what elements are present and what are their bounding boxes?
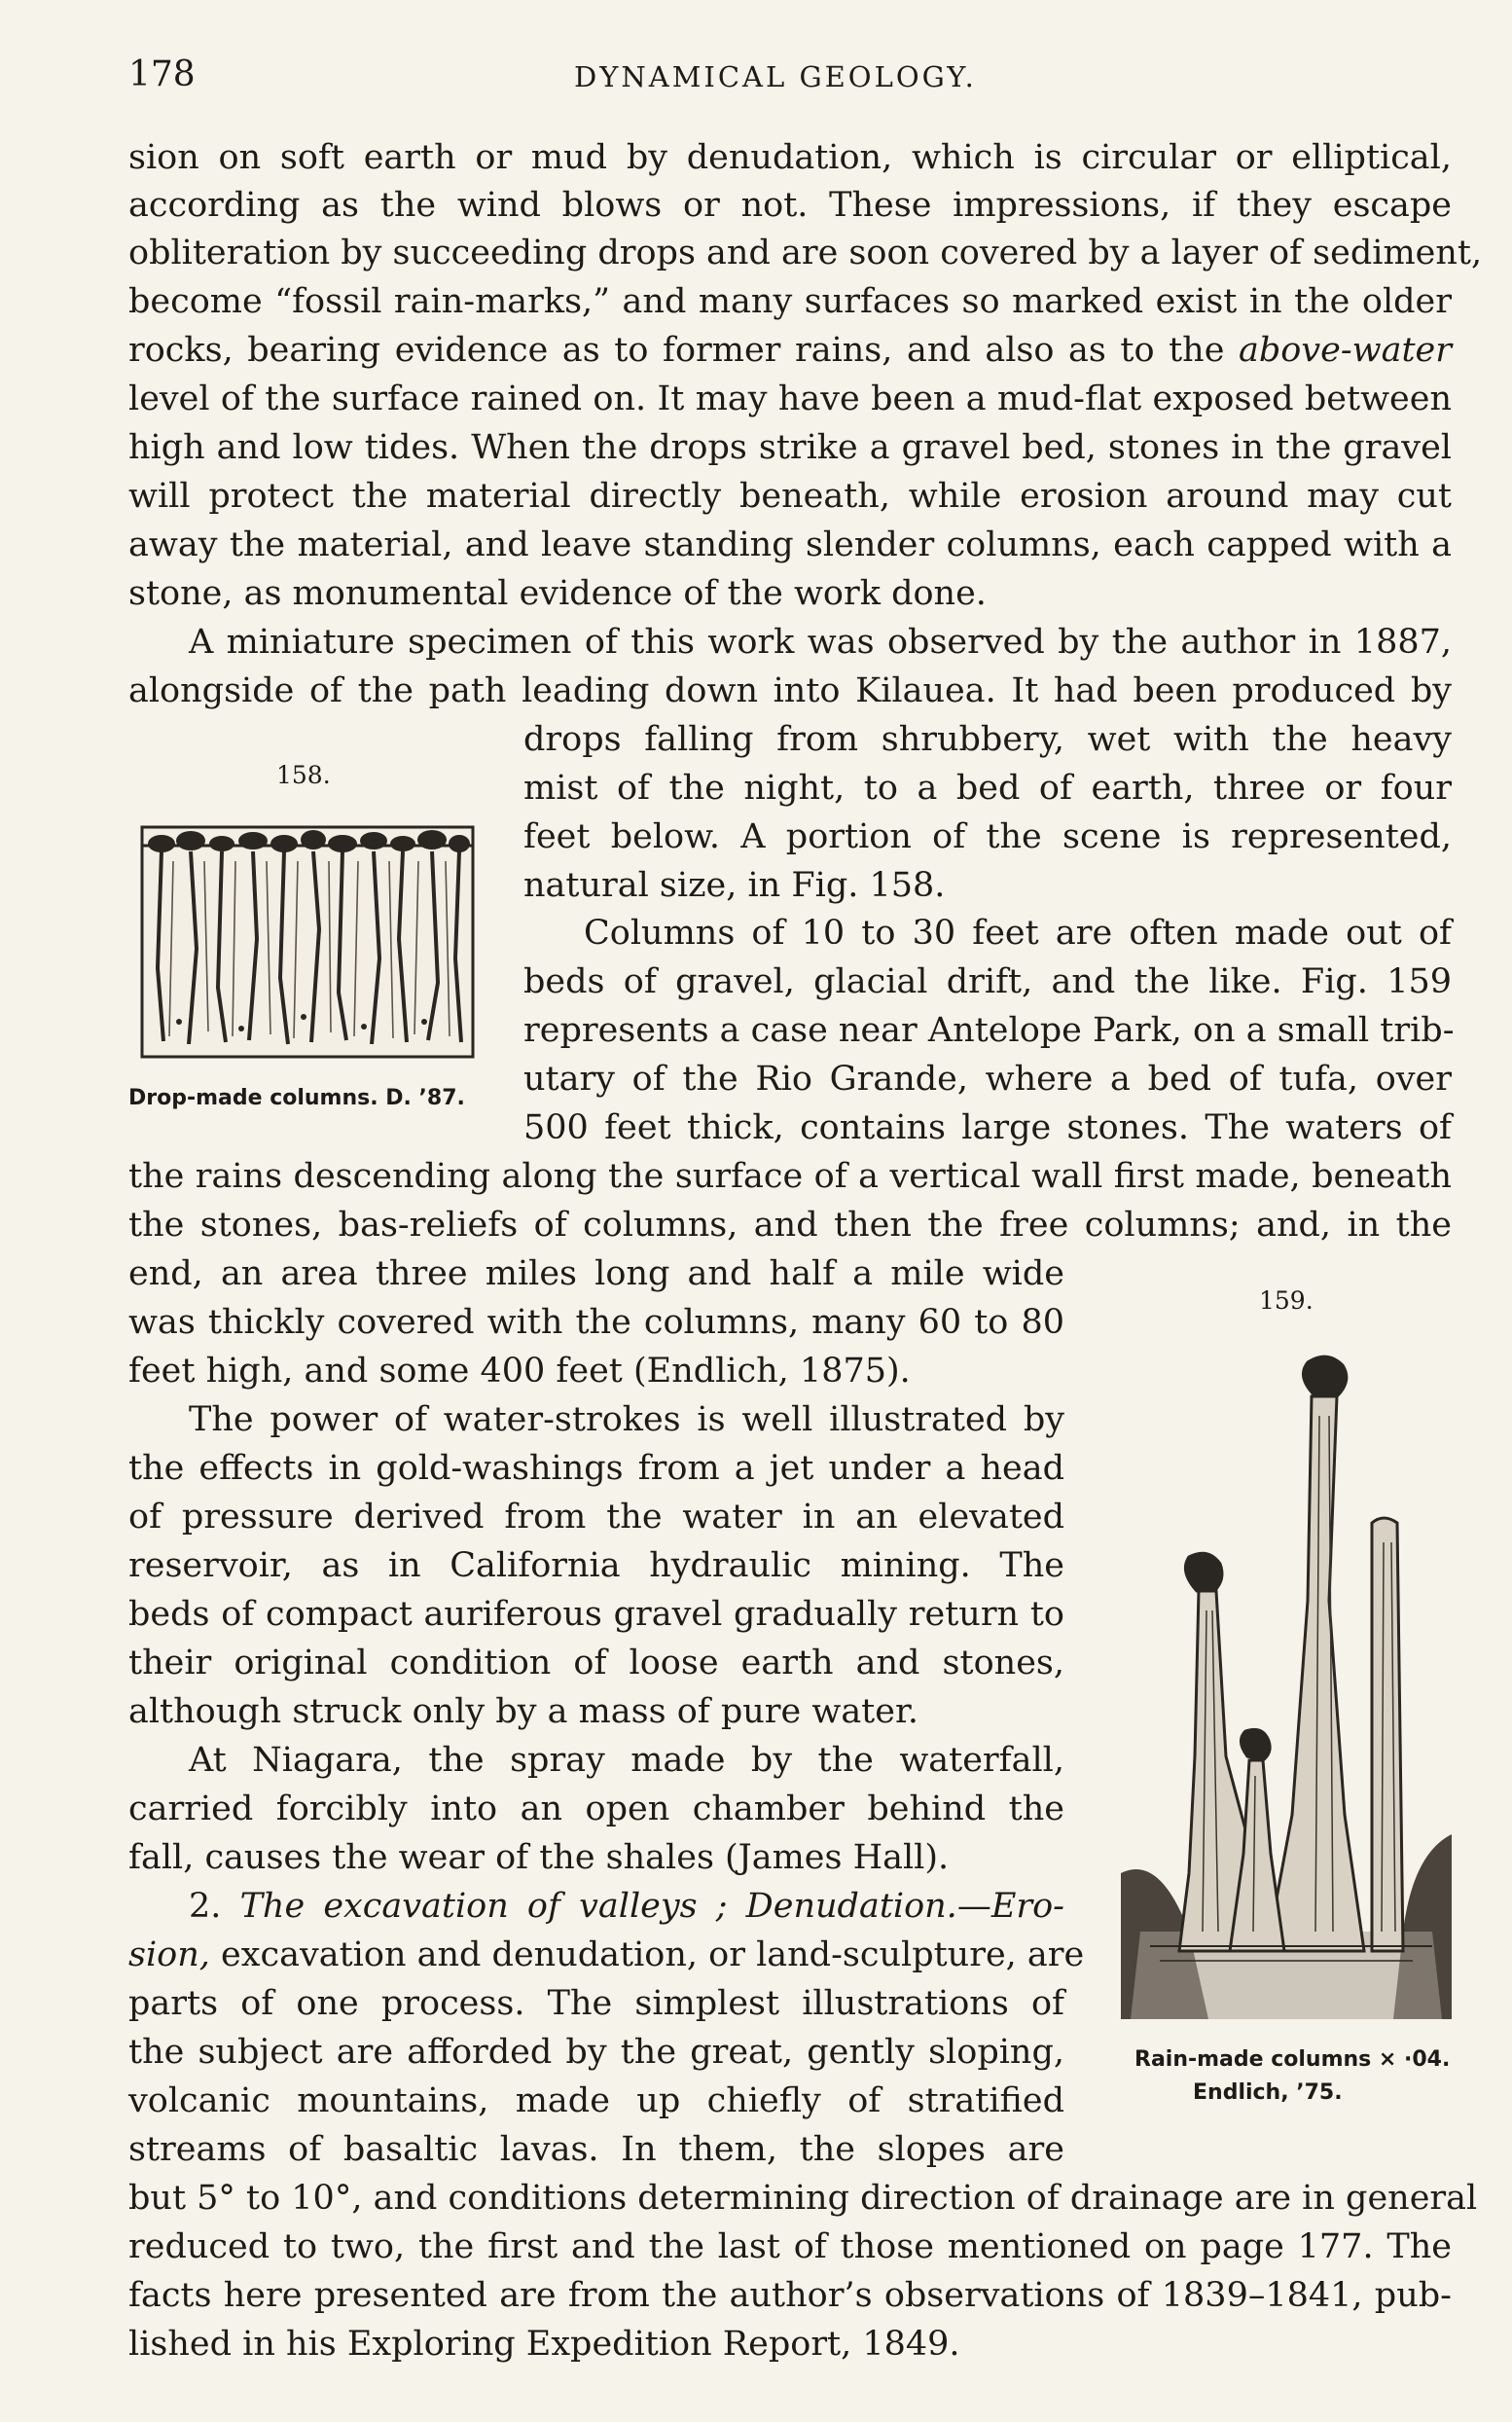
section-heading: sion, bbox=[128, 1935, 210, 1974]
text-line: end, an area three miles long and half a mile wide bbox=[128, 1254, 1064, 1293]
italic-term: above-water bbox=[1239, 331, 1452, 370]
text-line: the stones, bas-reliefs of columns, and then the free columns; and, in the bbox=[128, 1206, 1452, 1245]
text-line: of pressure derived from the water in an elevated bbox=[128, 1498, 1064, 1536]
text-line: A miniature specimen of this work was observed by the author in 1887, bbox=[189, 623, 1452, 662]
text-line: drops falling from shrubbery, wet with the heavy bbox=[523, 720, 1452, 759]
page-number: 178 bbox=[128, 54, 196, 94]
text-line: rocks, bearing evidence as to former rains, and also as to the above-water bbox=[128, 331, 1452, 370]
text-line: the subject are afforded by the great, gently sloping, bbox=[128, 2033, 1064, 2072]
text-line: lished in his Exploring Expedition Report, 1849. bbox=[128, 2325, 960, 2364]
text-line: 2. The excavation of valleys ; Denudation.—Ero- bbox=[189, 1887, 1064, 1926]
figure-158-drop-columns bbox=[140, 822, 475, 1061]
text-line: 500 feet thick, contains large stones. The waters of bbox=[523, 1108, 1452, 1147]
text-line: feet high, and some 400 feet (Endlich, 1875). bbox=[128, 1352, 911, 1391]
text-line: facts here presented are from the author’s observations of 1839–1841, pub- bbox=[128, 2276, 1452, 2315]
figure-159-caption-line1: Rain-made columns × ·04. bbox=[1134, 2047, 1451, 2072]
text-line: sion on soft earth or mud by denudation, which is circular or elliptical, bbox=[128, 138, 1452, 177]
text-line: obliteration by succeeding drops and are soon covered by a layer of sediment, bbox=[128, 234, 1483, 272]
text-line: Columns of 10 to 30 feet are often made out of bbox=[584, 914, 1452, 953]
text-line: beds of gravel, glacial drift, and the like. Fig. 159 bbox=[523, 962, 1452, 1001]
text-line: carried forcibly into an open chamber behind the bbox=[128, 1789, 1064, 1828]
text-line: reservoir, as in California hydraulic mining. The bbox=[128, 1546, 1064, 1585]
section-heading: The excavation of valleys ; Denudation. bbox=[239, 1887, 957, 1926]
text-line: feet below. A portion of the scene is represented, bbox=[523, 817, 1452, 856]
text-line: become “fossil rain-marks,” and many surfaces so marked exist in the older bbox=[128, 282, 1452, 321]
figure-159-rain-columns bbox=[1121, 1348, 1452, 2029]
text-line: according as the wind blows or not. These impressions, if they escape bbox=[128, 186, 1452, 225]
text-line: fall, causes the wear of the shales (James Hall). bbox=[128, 1838, 950, 1877]
text-line: although struck only by a mass of pure water. bbox=[128, 1692, 918, 1731]
figure-159-number: 159. bbox=[1259, 1286, 1314, 1315]
text-line: the rains descending along the surface of a vertical wall first made, beneath bbox=[128, 1157, 1452, 1196]
text-line: away the material, and leave standing slender columns, each capped with a bbox=[128, 525, 1452, 564]
text-line: was thickly covered with the columns, many 60 to 80 bbox=[128, 1303, 1064, 1342]
running-head bbox=[0, 54, 1512, 103]
text-line: The power of water-strokes is well illustrated by bbox=[189, 1400, 1064, 1439]
text-line: their original condition of loose earth and stones, bbox=[128, 1644, 1064, 1682]
text-line: level of the surface rained on. It may have been a mud-flat exposed between bbox=[128, 380, 1452, 418]
text-line: mist of the night, to a bed of earth, three or four bbox=[523, 769, 1452, 808]
text-line: streams of basaltic lavas. In them, the slopes are bbox=[128, 2130, 1064, 2169]
text-line: but 5° to 10°, and conditions determining direction of drainage are in general bbox=[128, 2179, 1478, 2218]
text-line: At Niagara, the spray made by the waterfall, bbox=[189, 1741, 1064, 1780]
text-line: sion, excavation and denudation, or land-sculpture, are bbox=[128, 1935, 1085, 1974]
running-title: DYNAMICAL GEOLOGY. bbox=[574, 60, 977, 93]
text-line: utary of the Rio Grande, where a bed of tufa, over bbox=[523, 1060, 1452, 1099]
text-line: alongside of the path leading down into Kilauea. It had been produced by bbox=[128, 671, 1452, 710]
text-line: parts of one process. The simplest illustrations of bbox=[128, 1984, 1064, 2023]
text-line: reduced to two, the first and the last of those mentioned on page 177. The bbox=[128, 2227, 1452, 2266]
text-line: represents a case near Antelope Park, on a small trib- bbox=[523, 1011, 1455, 1050]
figure-158-caption: Drop-made columns. D. ’87. bbox=[128, 1086, 465, 1110]
text-line: volcanic mountains, made up chiefly of stratified bbox=[128, 2081, 1064, 2120]
text-line: high and low tides. When the drops strike a gravel bed, stones in the gravel bbox=[128, 428, 1452, 467]
figure-159-caption-line2: Endlich, ’75. bbox=[1193, 2080, 1343, 2105]
text-line: will protect the material directly beneath, while erosion around may cut bbox=[128, 477, 1452, 516]
text-line: the effects in gold-washings from a jet under a head bbox=[128, 1449, 1064, 1488]
text-line: natural size, in Fig. 158. bbox=[523, 866, 946, 905]
text-line: beds of compact auriferous gravel gradually return to bbox=[128, 1595, 1064, 1634]
section-heading: Ero- bbox=[990, 1887, 1064, 1926]
figure-158-number: 158. bbox=[276, 761, 331, 789]
text-line: stone, as monumental evidence of the work done. bbox=[128, 574, 987, 613]
